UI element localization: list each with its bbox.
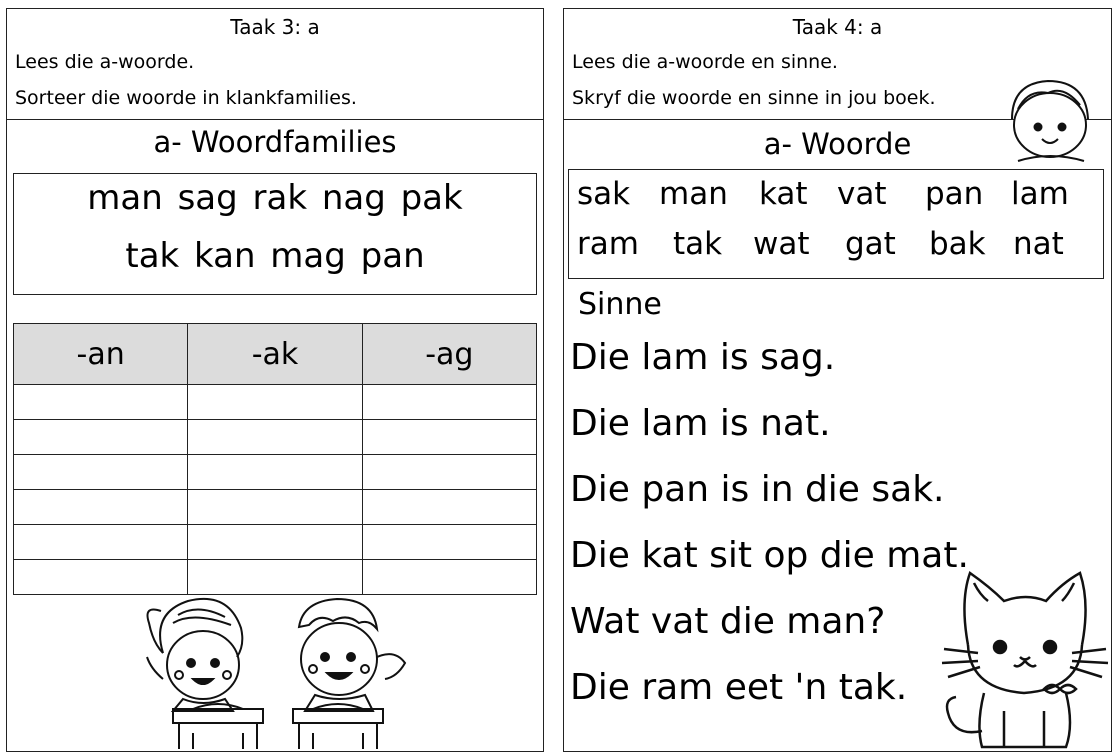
word-nat: nat <box>1013 226 1064 262</box>
sentence-1: Die lam is sag. <box>570 337 836 378</box>
task-3-card <box>6 8 544 752</box>
task-3-title: Taak 3: a <box>230 15 320 39</box>
sentence-6: Die ram eet 'n tak. <box>570 667 908 708</box>
table-row <box>14 525 537 560</box>
table-cell[interactable] <box>14 420 188 455</box>
table-cell[interactable] <box>14 525 188 560</box>
word-lam: lam <box>1011 176 1069 212</box>
word-tak: tak <box>673 226 723 262</box>
task-3-header <box>7 9 543 120</box>
sentence-5: Wat vat die man? <box>570 601 886 642</box>
word-families-box <box>13 173 537 295</box>
task-4-instruction-write: Skryf die woorde en sinne in jou boek. <box>572 87 936 109</box>
girl-icon <box>147 599 242 711</box>
table-row <box>14 455 537 490</box>
column-header-ak: -ak <box>188 324 362 385</box>
word-man: man <box>659 176 728 212</box>
word-vat: vat <box>837 176 887 212</box>
words-title: a- Woorde <box>763 127 912 161</box>
table-cell[interactable] <box>188 385 362 420</box>
word-ram: ram <box>577 226 639 262</box>
word-families-title: a- Woordfamilies <box>153 125 397 159</box>
task-4-instruction-read: Lees die a-woorde en sinne. <box>572 51 838 73</box>
boy-icon <box>299 599 405 711</box>
table-row <box>14 420 537 455</box>
table-cell[interactable] <box>188 525 362 560</box>
sentence-4: Die kat sit op die mat. <box>570 535 969 576</box>
table-cell[interactable] <box>362 455 536 490</box>
table-row <box>14 385 537 420</box>
table-row <box>14 490 537 525</box>
task-3-instruction-read: Lees die a-woorde. <box>15 51 195 73</box>
word-pan: pan <box>925 176 984 212</box>
table-cell[interactable] <box>14 490 188 525</box>
word-wat: wat <box>753 226 810 262</box>
table-cell[interactable] <box>188 490 362 525</box>
table-cell[interactable] <box>188 455 362 490</box>
word-kat: kat <box>759 176 808 212</box>
task-3-instruction-sort: Sorteer die woorde in klankfamilies. <box>15 87 357 109</box>
table-cell[interactable] <box>14 385 188 420</box>
word-bak: bak <box>929 226 986 262</box>
word-sak: sak <box>577 176 631 212</box>
sentence-3: Die pan is in die sak. <box>570 469 945 510</box>
table-cell[interactable] <box>362 385 536 420</box>
words-box <box>568 169 1104 279</box>
table-cell[interactable] <box>362 490 536 525</box>
word-gat: gat <box>845 226 896 262</box>
task-4-title: Taak 4: a <box>792 15 883 39</box>
sentence-2: Die lam is nat. <box>570 403 831 444</box>
table-cell[interactable] <box>362 525 536 560</box>
cat-icon <box>934 561 1110 751</box>
sorting-table <box>13 323 537 595</box>
column-header-ag: -ag <box>362 324 536 385</box>
children-at-desks-icon <box>133 583 417 749</box>
sentences-title: Sinne <box>578 287 662 322</box>
table-cell[interactable] <box>14 455 188 490</box>
word-line-1: man sag rak nag pak <box>87 178 463 218</box>
table-cell[interactable] <box>188 420 362 455</box>
task-4-card <box>563 8 1112 752</box>
column-header-an: -an <box>14 324 188 385</box>
table-cell[interactable] <box>362 420 536 455</box>
boy-face-icon <box>1004 75 1094 167</box>
word-line-2: tak kan mag pan <box>125 236 425 276</box>
